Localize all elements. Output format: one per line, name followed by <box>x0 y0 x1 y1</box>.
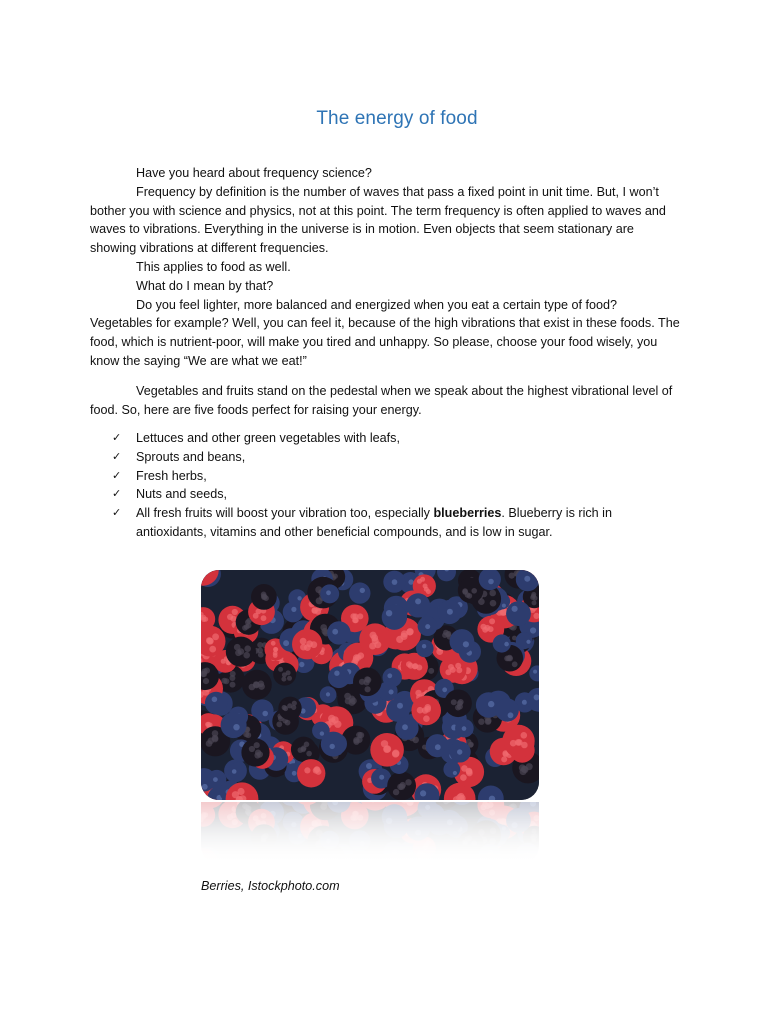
raspberry-shape <box>440 656 467 683</box>
blueberry-shape <box>506 601 531 626</box>
image-caption: Berries, Istockphoto.com <box>201 879 340 893</box>
blueberry-shape <box>383 571 405 593</box>
paragraph: This applies to food as well. <box>136 259 291 274</box>
blackberry-shape <box>291 737 316 762</box>
check-icon: ✓ <box>112 431 122 444</box>
blackberry-shape <box>251 584 277 610</box>
blueberry-shape <box>450 741 471 762</box>
raspberry-shape <box>504 727 534 757</box>
blueberry-shape <box>327 621 350 644</box>
blueberry-shape <box>382 605 407 630</box>
blueberry-shape <box>221 712 247 738</box>
list-item-text <box>136 506 612 539</box>
raspberry-shape <box>292 629 322 659</box>
blueberry-shape <box>443 761 460 778</box>
list-item <box>112 504 680 542</box>
blueberry-shape <box>325 733 347 755</box>
raspberry-shape <box>297 759 325 787</box>
blueberry-shape <box>320 584 339 603</box>
check-icon: ✓ <box>112 487 122 501</box>
blueberry-shape <box>493 634 511 652</box>
blueberry-shape <box>328 666 350 688</box>
blueberry-shape <box>450 629 475 654</box>
blueberry-shape <box>426 734 449 757</box>
paragraph: Vegetables and fruits stand on the pedestal when we speak about the highest vibrational level of food. So, here are five foods perfect for raising your energy. <box>90 384 673 417</box>
blueberry-shape <box>406 593 430 617</box>
paragraph: Frequency by definition is the number of waves that pass a fixed point in unit time. But, I won’t bother you with science and physics, not at this point. The term frequency is often applied to waves and waves to vibrations. Everything in the universe is in motion. Even objects that seem stationary are showing vibrations at different frequencies. <box>90 184 666 256</box>
list-item <box>112 467 680 486</box>
blackberry-shape <box>226 637 256 667</box>
blackberry-shape <box>278 697 301 720</box>
list-item-text: Sprouts and beans, <box>136 449 246 464</box>
list-item-text: Fresh herbs, <box>136 468 207 483</box>
blueberry-shape <box>320 686 337 703</box>
blackberry-shape <box>242 670 272 700</box>
list-item-text: Nuts and seeds, <box>136 487 228 502</box>
check-icon: ✓ <box>112 468 122 482</box>
blueberry-shape <box>416 640 434 658</box>
paragraph: Have you heard about frequency science? <box>136 166 372 180</box>
list-item-text-start: All fresh fruits will boost your vibration too, especially <box>136 506 434 521</box>
blueberry-shape <box>495 698 518 721</box>
list-item-text: Lettuces and other green vegetables with leafs, <box>136 431 400 445</box>
paragraph: Do you feel lighter, more balanced and energized when you eat a certain type of food? Vegetables for example? Well, you can feel it, because of the high vibrations that exist in these foods. The food, which is nutrient-poor, will make you tired and unhappy. So please, choose your food wisely, you know the saying “We are what we eat!” <box>90 297 680 368</box>
blackberry-shape <box>444 690 472 718</box>
blackberry-shape <box>353 668 382 697</box>
list-item-text-end: . Blueberry is rich in antioxidants, vitamins and other beneficial compounds, and is low in sugar. <box>136 506 612 539</box>
check-icon: ✓ <box>112 506 122 520</box>
blackberry-shape <box>387 772 416 801</box>
berries-illustration <box>201 570 539 800</box>
blueberry-shape <box>437 600 461 624</box>
raspberry-shape <box>370 733 404 767</box>
foods-checklist <box>112 429 680 542</box>
list-item <box>112 448 680 467</box>
reflection-fade <box>201 802 539 864</box>
blueberry-shape <box>418 616 438 636</box>
check-icon: ✓ <box>112 449 122 463</box>
blueberry-shape <box>395 717 418 740</box>
list-item <box>112 485 680 504</box>
foods-intro-section <box>90 382 680 420</box>
paragraph: What do I mean by that? <box>136 278 274 293</box>
blueberry-shape <box>205 692 227 714</box>
document-title: The energy of food <box>316 108 478 129</box>
blueberry-shape <box>455 719 474 738</box>
blueberry-shape <box>349 582 370 603</box>
blackberry-shape <box>241 738 269 766</box>
berries-photo <box>201 570 539 800</box>
list-item <box>112 429 680 448</box>
intro-section <box>90 164 680 371</box>
blueberry-shape <box>228 762 246 780</box>
blackberry-shape <box>273 663 296 686</box>
bold-blueberries: blueberries <box>433 506 502 521</box>
raspberry-shape <box>359 623 391 655</box>
blueberry-shape <box>516 632 533 649</box>
